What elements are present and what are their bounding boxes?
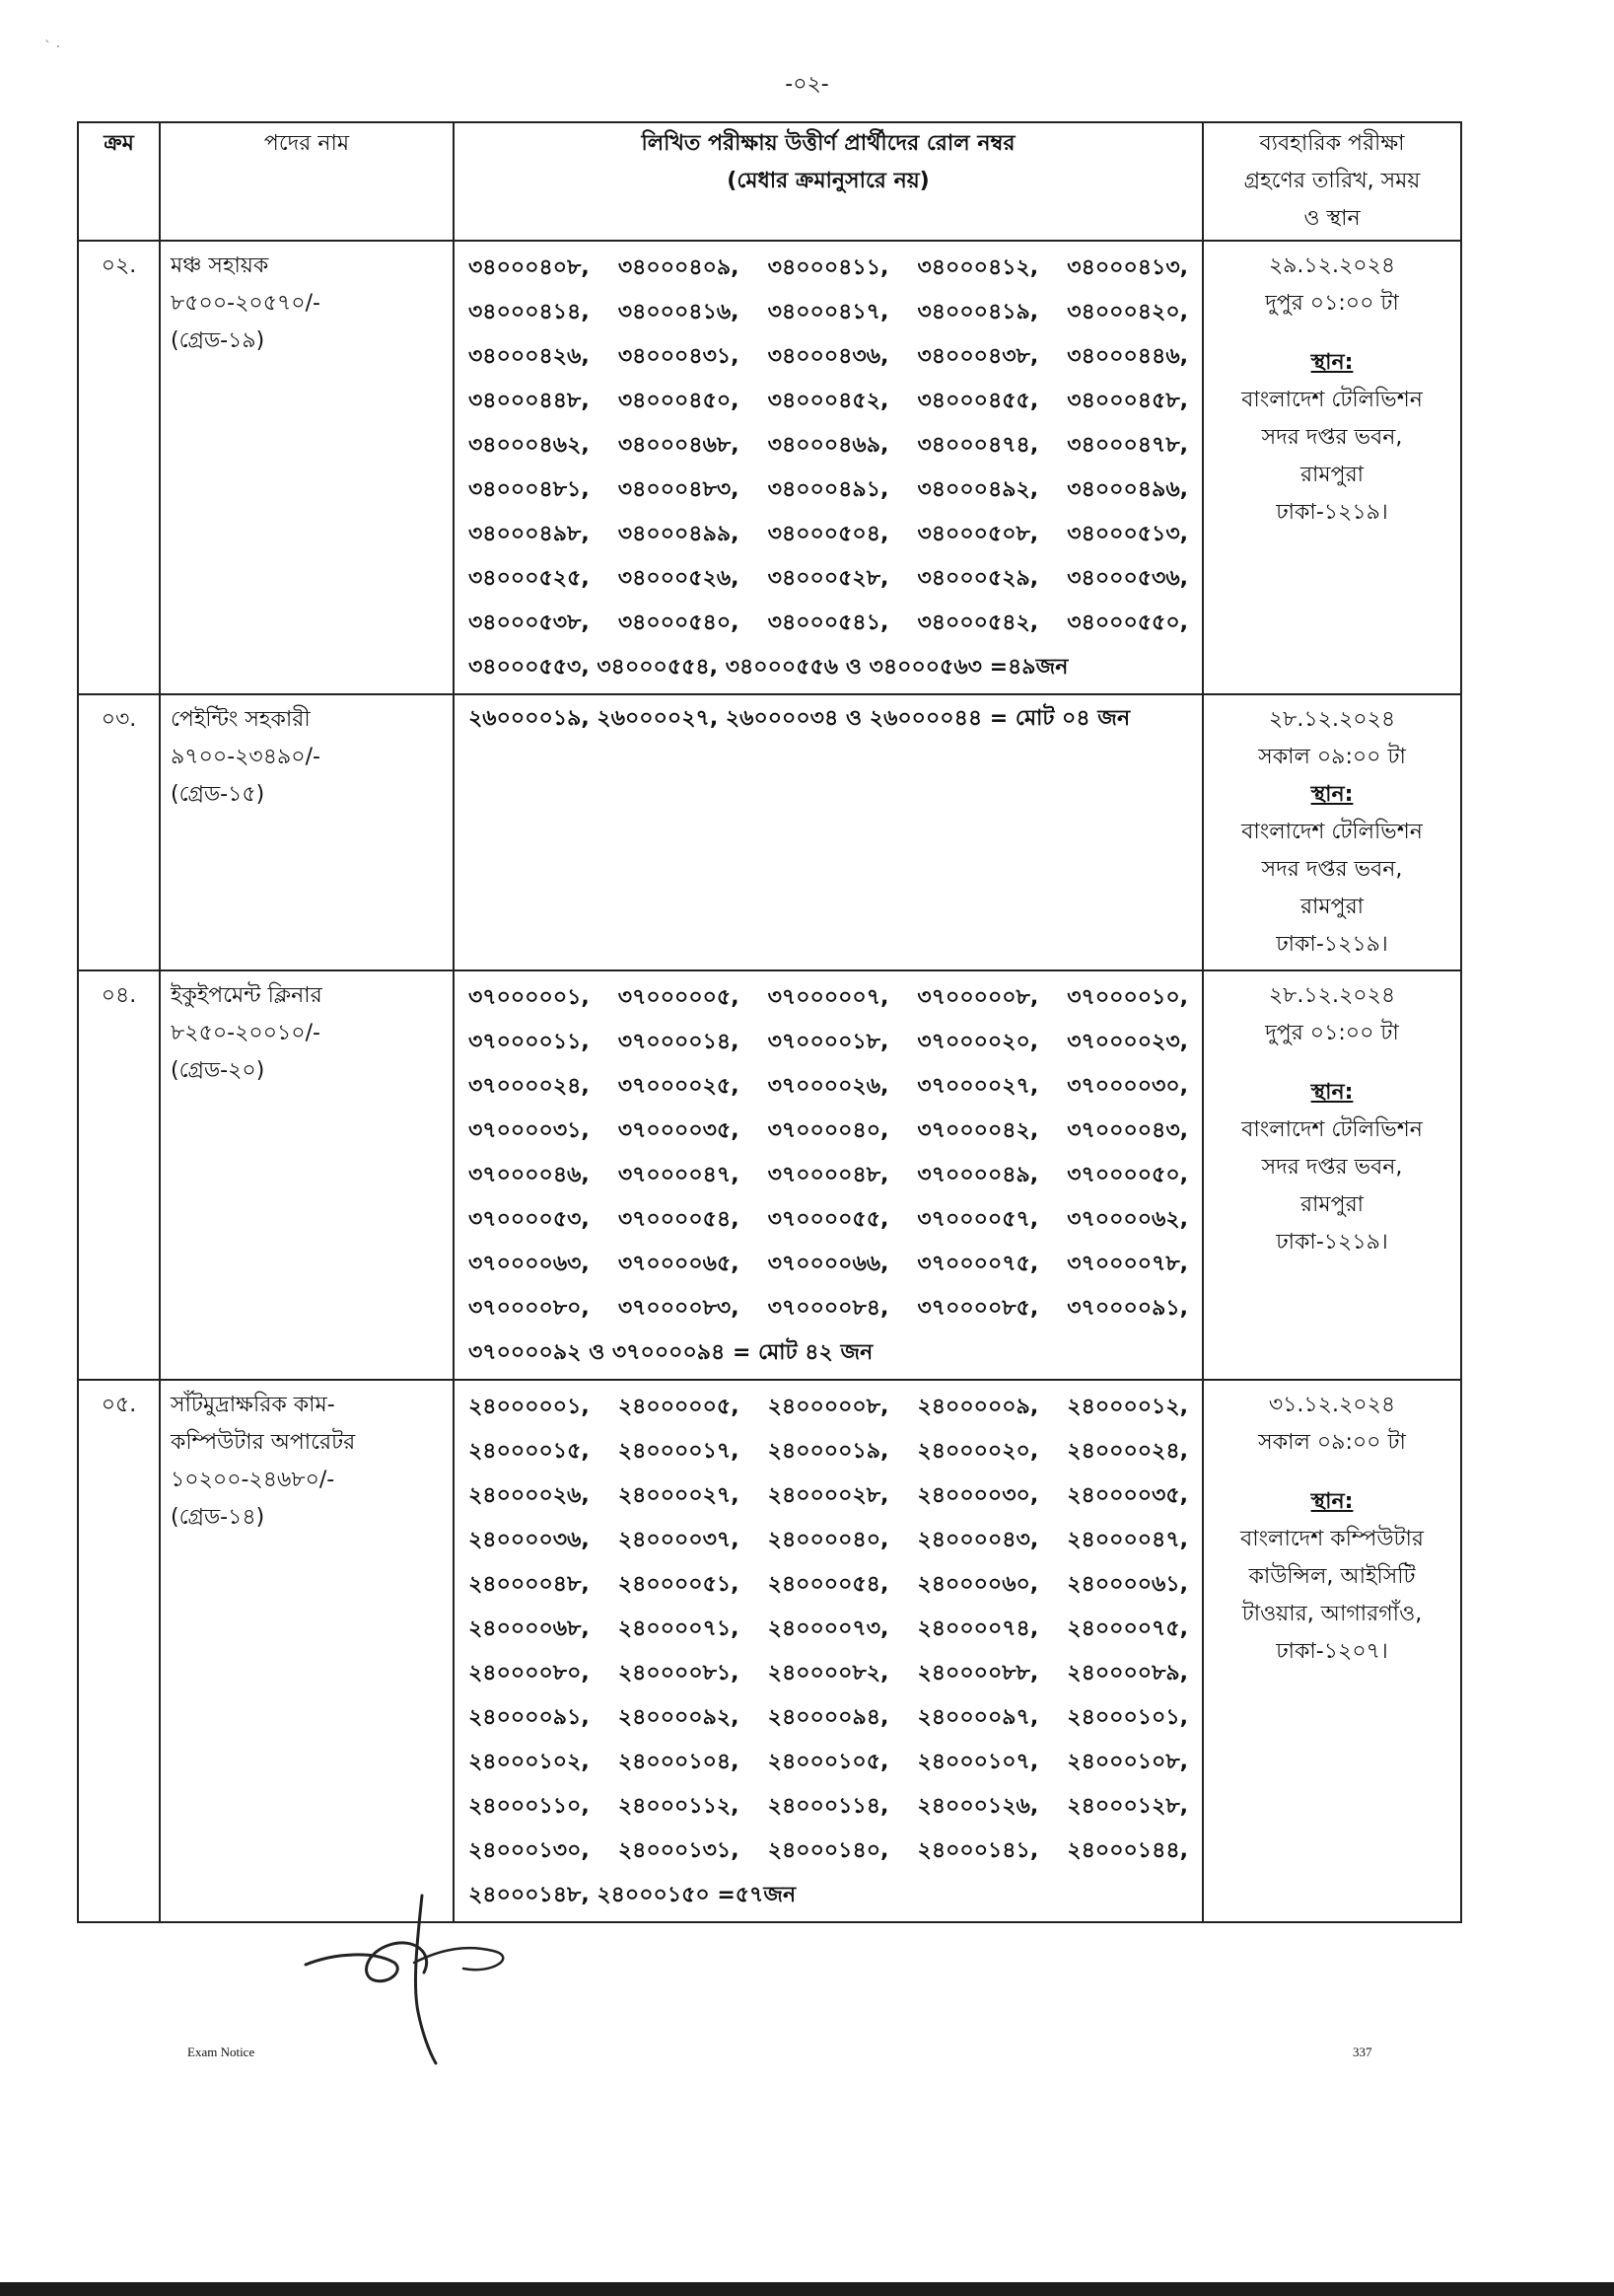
header-rolls-line1: লিখিত পরীক্ষায় উত্তীর্ণ প্রার্থীদের রোল নম্বর xyxy=(641,131,1016,156)
footer-left: Exam Notice xyxy=(187,2045,255,2059)
roll-line: ২৪০০০১৩০, ২৪০০০১৩১, ২৪০০০১৪০, ২৪০০০১৪১, ২৪০০০১৪৪, xyxy=(468,1838,1188,1863)
roll-line: ২৪০০০০৮০, ২৪০০০০৮১, ২৪০০০০৮২, ২৪০০০০৮৮, ২৪০০০০৮৯, xyxy=(468,1661,1188,1686)
venue-line: ঢাকা-১২১৯। xyxy=(1276,500,1388,525)
post-pay-scale: ৮৫০০-২০৫৭০/- xyxy=(171,291,320,316)
roll-line: ২৪০০০০২৬, ২৪০০০০২৭, ২৪০০০০২৮, ২৪০০০০৩০, ২৪০০০০৩৫, xyxy=(468,1483,1188,1508)
venue-line: সদর দপ্তর ভবন, xyxy=(1261,1155,1403,1180)
roll-line: ৩৪০০০৪১৪, ৩৪০০০৪১৬, ৩৪০০০৪১৭, ৩৪০০০৪১৯, ৩৪০০০৪২০, xyxy=(468,300,1188,324)
row-rolls xyxy=(454,694,1203,970)
page-number: -০২- xyxy=(785,72,829,97)
roll-line: ৩৪০০০৪৪৮, ৩৪০০০৪৫০, ৩৪০০০৪৫২, ৩৪০০০৪৫৫, ৩৪০০০৪৫৮, xyxy=(468,389,1188,413)
header-exam-line3: ও স্থান xyxy=(1303,206,1361,231)
result-table xyxy=(77,121,1462,1923)
row-exam-info xyxy=(1203,970,1461,1380)
roll-line: ২৪০০০১০২, ২৪০০০১০৪, ২৪০০০১০৫, ২৪০০০১০৭, ২৪০০০১০৮, xyxy=(468,1750,1188,1774)
header-exam-line1: ব্যবহারিক পরীক্ষা xyxy=(1259,131,1405,156)
roll-line: ৩৭০০০০৮০, ৩৭০০০০৮৩, ৩৭০০০০৮৪, ৩৭০০০০৮৫, ৩৭০০০০৯১, xyxy=(468,1296,1188,1321)
roll-line: ৩৪০০০৪৮১, ৩৪০০০৪৮৩, ৩৪০০০৪৯১, ৩৪০০০৪৯২, ৩৪০০০৪৯৬, xyxy=(468,477,1188,502)
header-exam-line2: গ্রহণের তারিখ, সময় xyxy=(1243,169,1421,193)
header-post-name: পদের নাম xyxy=(160,122,454,241)
venue-line: ঢাকা-১২১৯। xyxy=(1276,1230,1388,1255)
header-serial: ক্রম xyxy=(78,122,160,241)
roll-line: ২৪০০০১১০, ২৪০০০১১২, ২৪০০০১১৪, ২৪০০০১২৬, ২৪০০০১২৮, xyxy=(468,1794,1188,1819)
exam-time: দুপুর ০১:০০ টা xyxy=(1265,291,1399,316)
post-title-cont: কম্পিউটার অপারেটর xyxy=(171,1430,356,1455)
venue-line: রামপুরা xyxy=(1299,895,1365,919)
table-row xyxy=(78,1380,1461,1922)
roll-line: ৩৭০০০০৯২ ও ৩৭০০০০৯৪ = মোট ৪২ জন xyxy=(468,1340,874,1365)
row-serial: ০৫. xyxy=(78,1380,160,1922)
roll-line: ৩৭০০০০৫৩, ৩৭০০০০৫৪, ৩৭০০০০৫৫, ৩৭০০০০৫৭, ৩৭০০০০৬২, xyxy=(468,1207,1188,1232)
roll-line: ৩৪০০০৪০৮, ৩৪০০০৪০৯, ৩৪০০০৪১১, ৩৪০০০৪১২, ৩৪০০০৪১৩, xyxy=(468,255,1188,280)
roll-line: ৩৪০০০৪৯৮, ৩৪০০০৪৯৯, ৩৪০০০৫০৪, ৩৪০০০৫০৮, ৩৪০০০৫১৩, xyxy=(468,522,1188,546)
post-grade: (গ্রেড-১৪) xyxy=(171,1505,265,1530)
post-pay-scale: ৮২৫০-২০০১০/- xyxy=(171,1021,320,1045)
post-grade: (গ্রেড-১৫) xyxy=(171,782,265,807)
exam-time: দুপুর ০১:০০ টা xyxy=(1265,1021,1399,1045)
venue-line: টাওয়ার, আগারগাঁও, xyxy=(1241,1602,1423,1626)
exam-date: ২৮.১২.২০২৪ xyxy=(1268,707,1396,732)
roll-line: ২৪০০০০১৫, ২৪০০০০১৭, ২৪০০০০১৯, ২৪০০০০২০, ২৪০০০০২৪, xyxy=(468,1439,1188,1464)
signature-icon xyxy=(296,1894,532,2066)
post-title: সাঁটমুদ্রাক্ষরিক কাম- xyxy=(171,1393,335,1417)
row-serial: ০৪. xyxy=(78,970,160,1380)
row-exam-info xyxy=(1203,1380,1461,1922)
roll-line: ৩৭০০০০১১, ৩৭০০০০১৪, ৩৭০০০০১৮, ৩৭০০০০২০, ৩৭০০০০২৩, xyxy=(468,1030,1188,1054)
post-pay-scale: ১০২০০-২৪৬৮০/- xyxy=(171,1468,335,1492)
header-rolls-line2: (মেধার ক্রমানুসারে নয়) xyxy=(727,169,930,193)
exam-time: সকাল ০৯:০০ টা xyxy=(1258,745,1406,769)
roll-line: ৩৭০০০০৬৩, ৩৭০০০০৬৫, ৩৭০০০০৬৬, ৩৭০০০০৭৫, ৩৭০০০০৭৮, xyxy=(468,1252,1188,1276)
roll-line: ২৪০০০০৯১, ২৪০০০০৯২, ২৪০০০০৯৪, ২৪০০০০৯৭, ২৪০০০১০১, xyxy=(468,1705,1188,1730)
roll-line: ৩৭০০০০৪৬, ৩৭০০০০৪৭, ৩৭০০০০৪৮, ৩৭০০০০৪৯, ৩৭০০০০৫০, xyxy=(468,1163,1188,1187)
exam-date: ৩১.১২.২০২৪ xyxy=(1268,1393,1396,1417)
table-row xyxy=(78,241,1461,694)
roll-line: ২৪০০০০৬৮, ২৪০০০০৭১, ২৪০০০০৭৩, ২৪০০০০৭৪, ২৪০০০০৭৫, xyxy=(468,1616,1188,1641)
roll-line: ৩৭০০০০৩১, ৩৭০০০০৩৫, ৩৭০০০০৪০, ৩৭০০০০৪২, ৩৭০০০০৪৩, xyxy=(468,1118,1188,1143)
venue-label: স্থান: xyxy=(1310,1489,1354,1514)
row-post xyxy=(160,1380,454,1922)
roll-line: ৩৪০০০৫৫৩, ৩৪০০০৫৫৪, ৩৪০০০৫৫৬ ও ৩৪০০০৫৬৩ =৪৯জন xyxy=(468,655,1069,680)
row-post xyxy=(160,970,454,1380)
roll-line: ২৪০০০০৪৮, ২৪০০০০৫১, ২৪০০০০৫৪, ২৪০০০০৬০, ২৪০০০০৬১, xyxy=(468,1572,1188,1597)
row-serial: ০৩. xyxy=(78,694,160,970)
table-header-row xyxy=(78,122,1461,241)
roll-line: ৩৪০০০৫২৫, ৩৪০০০৫২৬, ৩৪০০০৫২৮, ৩৪০০০৫২৯, ৩৪০০০৫৩৬, xyxy=(468,566,1188,591)
table-row xyxy=(78,694,1461,970)
venue-line: বাংলাদেশ টেলিভিশন xyxy=(1241,820,1423,844)
venue-line: রামপুরা xyxy=(1299,463,1365,487)
venue-line: সদর দপ্তর ভবন, xyxy=(1261,425,1403,450)
venue-line: ঢাকা-১২১৯। xyxy=(1276,932,1388,957)
roll-line: ৩৭০০০০০১, ৩৭০০০০০৫, ৩৭০০০০০৭, ৩৭০০০০০৮, ৩৭০০০০১০, xyxy=(468,985,1188,1010)
venue-line: সদর দপ্তর ভবন, xyxy=(1261,857,1403,882)
row-serial: ০২. xyxy=(78,241,160,694)
venue-label: স্থান: xyxy=(1310,782,1354,807)
venue-line: কাউন্সিল, আইসিটি xyxy=(1248,1564,1416,1589)
row-rolls xyxy=(454,241,1203,694)
venue-label: স্থান: xyxy=(1310,350,1354,375)
roll-line: ৩৪০০০৪৬২, ৩৪০০০৪৬৮, ৩৪০০০৪৬৯, ৩৪০০০৪৭৪, ৩৪০০০৪৭৮, xyxy=(468,433,1188,458)
footer-right: 337 xyxy=(1353,2045,1372,2059)
roll-line: ২৬০০০০১৯, ২৬০০০০২৭, ২৬০০০০৩৪ ও ২৬০০০০৪৪ = মোট ০৪ জন xyxy=(468,706,1131,731)
post-pay-scale: ৯৭০০-২৩৪৯০/- xyxy=(171,745,320,769)
post-grade: (গ্রেড-১৯) xyxy=(171,328,265,353)
table-row xyxy=(78,970,1461,1380)
post-title: পেইন্টিং সহকারী xyxy=(171,707,311,732)
row-exam-info xyxy=(1203,694,1461,970)
exam-date: ২৯.১২.২০২৪ xyxy=(1268,253,1396,278)
venue-line: বাংলাদেশ টেলিভিশন xyxy=(1241,1117,1423,1142)
scan-marks: ` · xyxy=(44,39,60,55)
roll-line: ২৪০০০০৩৬, ২৪০০০০৩৭, ২৪০০০০৪০, ২৪০০০০৪৩, ২৪০০০০৪৭, xyxy=(468,1528,1188,1552)
exam-time: সকাল ০৯:০০ টা xyxy=(1258,1430,1406,1455)
roll-line: ৩৭০০০০২৪, ৩৭০০০০২৫, ৩৭০০০০২৬, ৩৭০০০০২৭, ৩৭০০০০৩০, xyxy=(468,1074,1188,1099)
row-rolls xyxy=(454,970,1203,1380)
roll-line: ৩৪০০০৫৩৮, ৩৪০০০৫৪০, ৩৪০০০৫৪১, ৩৪০০০৫৪২, ৩৪০০০৫৫০, xyxy=(468,610,1188,635)
row-exam-info xyxy=(1203,241,1461,694)
venue-line: বাংলাদেশ টেলিভিশন xyxy=(1241,388,1423,412)
header-roll-numbers xyxy=(454,122,1203,241)
post-title: মঞ্চ সহায়ক xyxy=(171,253,269,278)
row-post xyxy=(160,694,454,970)
venue-line: ঢাকা-১২০৭। xyxy=(1276,1639,1388,1664)
venue-line: রামপুরা xyxy=(1299,1192,1365,1217)
scan-bottom-edge xyxy=(0,2282,1614,2296)
venue-label: স্থান: xyxy=(1310,1080,1354,1105)
roll-line: ২৪০০০১৪৮, ২৪০০০১৫০ =৫৭জন xyxy=(468,1883,797,1907)
row-post xyxy=(160,241,454,694)
post-title: ইকুইপমেন্ট ক্লিনার xyxy=(171,983,322,1008)
roll-line: ২৪০০০০০১, ২৪০০০০০৫, ২৪০০০০০৮, ২৪০০০০০৯, ২৪০০০০১২, xyxy=(468,1395,1188,1419)
roll-line: ৩৪০০০৪২৬, ৩৪০০০৪৩১, ৩৪০০০৪৩৬, ৩৪০০০৪৩৮, ৩৪০০০৪৪৬, xyxy=(468,344,1188,369)
venue-line: বাংলাদেশ কম্পিউটার xyxy=(1239,1527,1425,1551)
exam-date: ২৮.১২.২০২৪ xyxy=(1268,983,1396,1008)
header-practical-exam xyxy=(1203,122,1461,241)
row-rolls xyxy=(454,1380,1203,1922)
post-grade: (গ্রেড-২০) xyxy=(171,1058,265,1083)
